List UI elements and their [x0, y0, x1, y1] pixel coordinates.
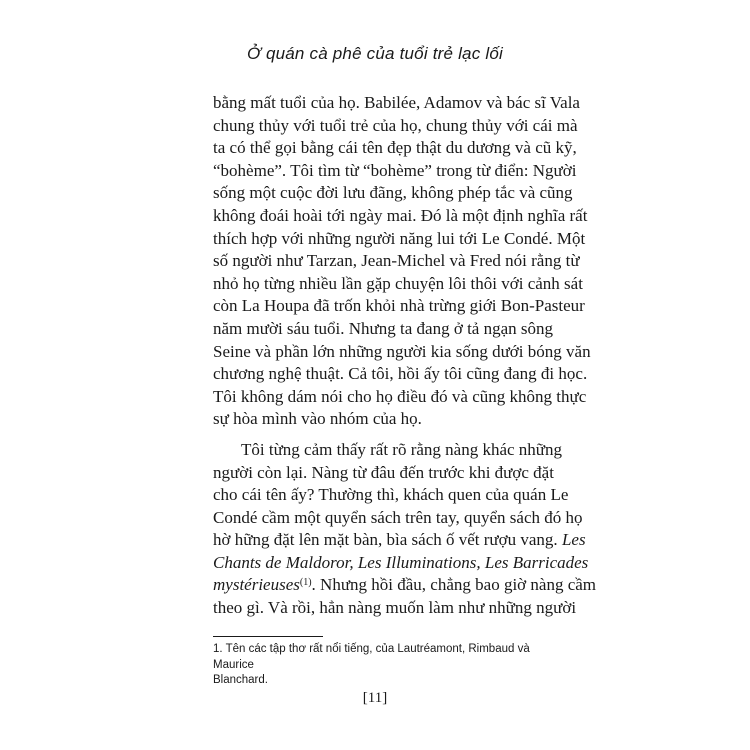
- footnote-reference[interactable]: (1): [299, 577, 312, 589]
- text-line: số người như Tarzan, Jean-Michel và Fred nói rằng từ: [213, 251, 580, 271]
- text-line: không đoái hoài tới ngày mai. Đó là một định nghĩa rất: [213, 205, 588, 225]
- text-line: [213, 574, 597, 597]
- footnote: [213, 642, 548, 689]
- text-line: Tôi từng cảm thấy rất rõ rằng nàng khác những: [241, 439, 563, 459]
- text-segment: hờ hững đặt lên mặt bàn, bìa sách ố vết rượu vang.: [213, 530, 558, 550]
- text-line: chương nghệ thuật. Cả tôi, hồi ấy tôi cũng đang đi học.: [213, 364, 588, 384]
- text-line: thích hợp với những người năng lui tới Le Condé. Một: [213, 228, 586, 248]
- text-line: sống một cuộc đời lưu đãng, không phép tắc và cũng: [213, 183, 573, 203]
- footnote-line: Blanchard.: [213, 674, 268, 686]
- footnote-line: 1. Tên các tập thơ rất nổi tiếng, của Lautréamont, Rimbaud và Maurice: [213, 643, 530, 671]
- book-title-italic: mystérieuses: [213, 575, 300, 595]
- body-text: [213, 92, 597, 620]
- text-line: “bohème”. Tôi tìm từ “bohème” trong từ điển: Người: [213, 160, 577, 180]
- book-title-italic: Les: [561, 530, 586, 550]
- running-head: Ở quán cà phê của tuổi trẻ lạc lối: [247, 44, 503, 63]
- text-line: năm mười sáu tuổi. Nhưng ta đang ở tả ngạn sông: [213, 318, 553, 338]
- text-segment: . Nhưng hồi đầu, chẳng bao giờ nàng cầm: [311, 575, 597, 595]
- text-line: nhỏ họ từng nhiều lần gặp chuyện lôi thôi với cảnh sát: [213, 273, 583, 293]
- text-line: [213, 552, 589, 575]
- paragraph-2: [213, 439, 597, 620]
- text-line: Condé cầm một quyển sách trên tay, quyển sách đó họ: [213, 507, 583, 527]
- text-line: người còn lại. Nàng từ đâu đến trước khi được đặt: [213, 462, 554, 482]
- page-number: [11]: [362, 690, 388, 706]
- text-line: bằng mất tuổi của họ. Babilée, Adamov và bác sĩ Vala: [213, 93, 580, 112]
- text-line: [213, 529, 586, 552]
- text-line: chung thủy với tuổi trẻ của họ, chung thủy với cái mà: [213, 115, 578, 135]
- text-line: sự hòa mình vào nhóm của họ.: [213, 409, 422, 429]
- text-line: theo gì. Và rồi, hẳn nàng muốn làm như những người: [213, 598, 577, 618]
- book-titles-italic: Chants de Maldoror, Les Illuminations, Les Barricades: [213, 552, 589, 572]
- text-line: còn La Houpa đã trốn khỏi nhà trừng giới Bon-Pasteur: [213, 296, 585, 316]
- paragraph-1: [213, 92, 591, 431]
- text-line: ta có thể gọi bằng cái tên đẹp thật du dương và cũ kỹ,: [213, 138, 577, 158]
- text-line: cho cái tên ấy? Thường thì, khách quen của quán Le: [213, 485, 569, 505]
- text-line: Seine và phần lớn những người kia sống dưới bóng văn: [213, 341, 591, 361]
- footnote-divider: [213, 636, 323, 637]
- text-line: Tôi không dám nói cho họ điều đó và cũng không thực: [213, 386, 587, 406]
